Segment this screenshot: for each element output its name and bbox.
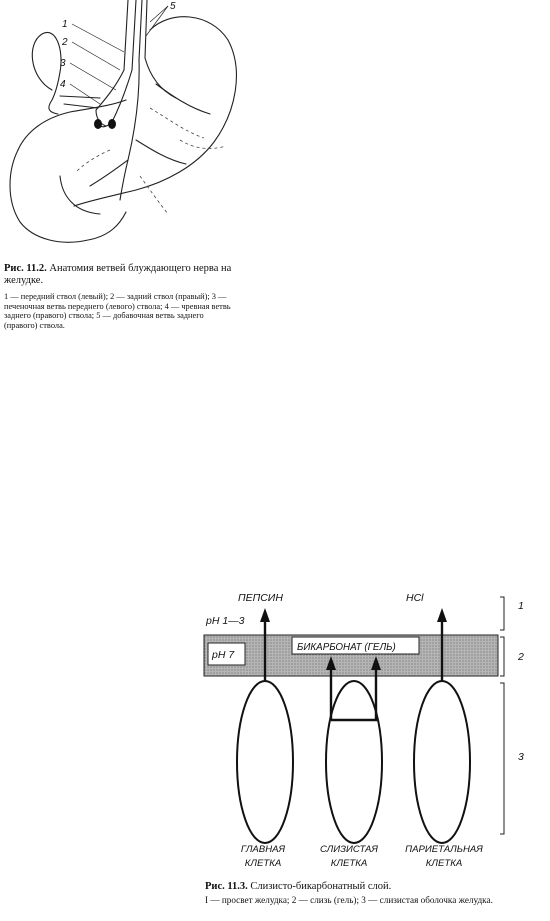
mucous-cell-label-line1: СЛИЗИСТАЯ xyxy=(320,844,378,855)
parietal-cell xyxy=(414,681,470,843)
fig-11-2-label-1: 1 xyxy=(62,19,68,30)
fig-11-2-label-5: 5 xyxy=(170,1,176,12)
mucous-cell xyxy=(326,681,382,843)
fig-11-2-caption-prefix: Рис. 11.2. xyxy=(4,263,47,274)
fig-11-3-caption xyxy=(205,881,525,893)
hcl-label: HCl xyxy=(406,592,424,604)
fig-11-2-caption-text: Анатомия ветвей блуждающего нерва на желудке. xyxy=(4,263,232,286)
ph-lumen-label: pH 1—3 xyxy=(206,615,245,627)
pepsin-label: ПЕПСИН xyxy=(238,592,283,604)
layer-number-1: 1 xyxy=(518,600,524,612)
fig-11-3-caption-prefix: Рис. 11.3. xyxy=(205,881,248,892)
parietal-cell-label-line1: ПАРИЕТАЛЬНАЯ xyxy=(405,844,483,855)
chief-cell-label-line1: ГЛАВНАЯ xyxy=(240,844,286,855)
layer-number-2: 2 xyxy=(518,651,524,663)
fig-11-3-legend: I — просвет желудка; 2 — слизь (гель); 3 — слизистая оболочка желудка. xyxy=(205,895,493,905)
chief-cell xyxy=(237,681,293,843)
ph-gel-label: pH 7 xyxy=(212,649,235,661)
chief-cell-label-line2: КЛЕТКА xyxy=(244,858,282,869)
fig-11-3-caption-text: Слизисто-бикарбонатный слой. xyxy=(250,881,392,892)
fig-11-2-legend: 1 — передний ствол (левый); 2 — задний ствол (правый); 3 — печеночная ветвь переднего (левого) ствола; 4 — чревная ветвь заднего (правого) ствола; 5 — добавочная ветвь заднего (правого) ствола. xyxy=(4,292,231,330)
parietal-cell-label-line2: КЛЕТКА xyxy=(425,858,463,869)
bicarbonate-gel-label: БИКАРБОНАТ (ГЕЛЬ) xyxy=(297,642,396,653)
layer-number-3: 3 xyxy=(518,751,524,763)
fig-11-2-label-4: 4 xyxy=(60,79,66,90)
fig-11-2-label-2: 2 xyxy=(62,37,68,48)
mucous-cell-label-line2: КЛЕТКА xyxy=(330,858,368,869)
fig-11-2-label-3: 3 xyxy=(60,58,66,69)
